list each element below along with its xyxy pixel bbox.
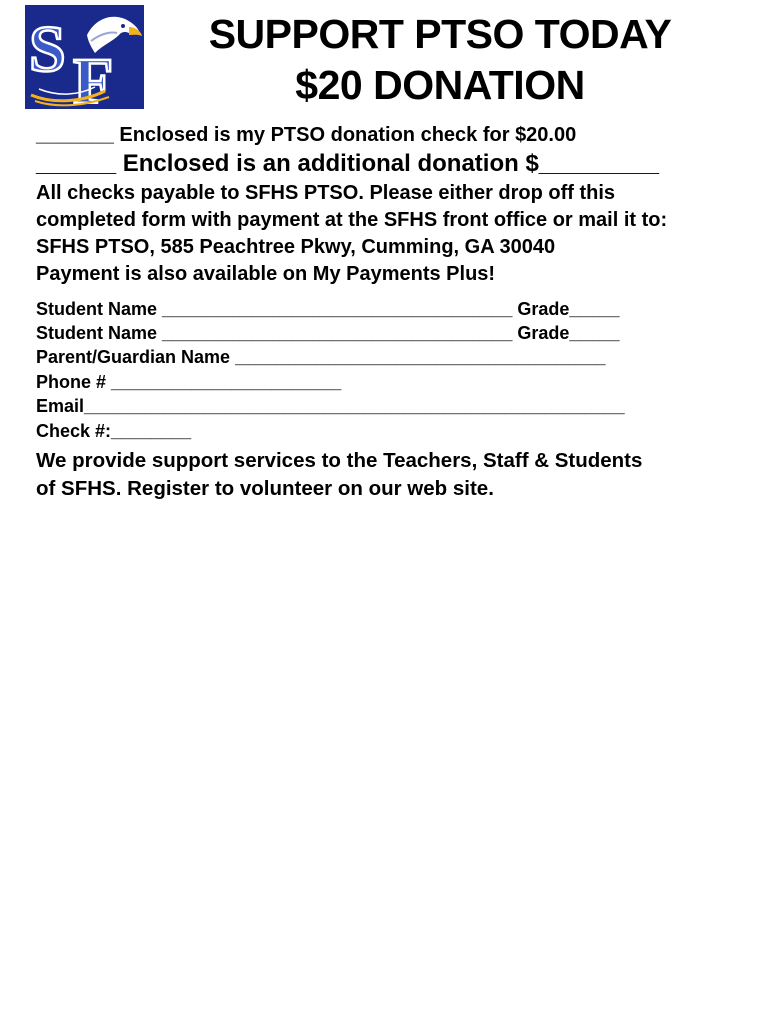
phone-field: Phone # _______________________ [36, 372, 342, 392]
footer-line: of SFHS. Register to volunteer on our web site. [36, 477, 494, 500]
page-subtitle: $20 DONATION [295, 62, 585, 108]
svg-text:F: F [73, 45, 114, 109]
payment-note: Payment is also available on My Payments Plus! [36, 263, 496, 285]
donation-check-line: _______ Enclosed is my PTSO donation check for $20.00 [36, 124, 577, 146]
student-name-field: Student Name ___________________________________ Grade_____ [36, 323, 620, 343]
page-title: SUPPORT PTSO TODAY [208, 11, 672, 57]
check-number-field: Check #:________ [36, 421, 192, 441]
student-name-field: Student Name ___________________________________ Grade_____ [36, 299, 620, 319]
mailing-address: SFHS PTSO, 585 Peachtree Pkwy, Cumming, GA 30040 [36, 236, 556, 258]
email-field: Email______________________________________________________ [36, 396, 625, 416]
svg-text:S: S [29, 13, 66, 86]
eagle-mascot-icon [25, 5, 144, 109]
instructions-line: completed form with payment at the SFHS front office or mail it to: [36, 209, 668, 231]
parent-name-field: Parent/Guardian Name _____________________________________ [36, 347, 606, 367]
instructions-line: All checks payable to SFHS PTSO. Please either drop off this [36, 182, 616, 204]
school-logo [25, 5, 144, 109]
footer-line: We provide support services to the Teachers, Staff & Students [36, 449, 643, 472]
additional-donation-line: ______ Enclosed is an additional donation $_________ [36, 150, 659, 177]
